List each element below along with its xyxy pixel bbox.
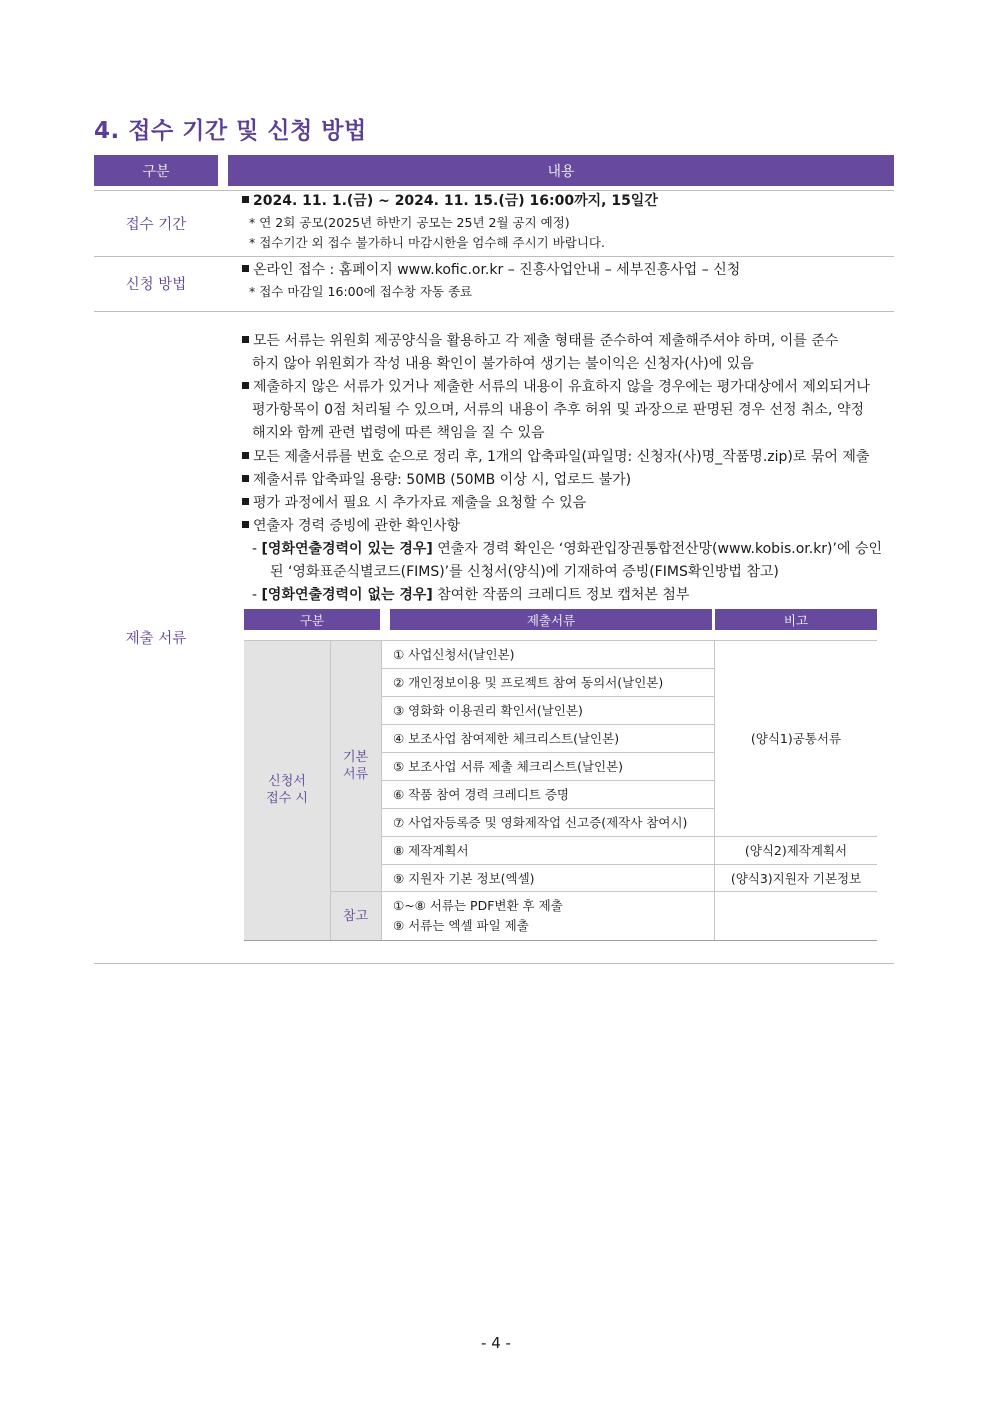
doc-item: ③ 영화화 이용권리 확인서(날인본): [393, 703, 583, 718]
bullet-square-icon: [242, 336, 249, 343]
bullet-square-icon: [242, 265, 249, 272]
doc-item: ⑨ 지원자 기본 정보(엑셀): [393, 870, 535, 886]
doc-item: ④ 보조사업 참여제한 체크리스트(날인본): [393, 731, 620, 746]
bullet-square-icon: [242, 475, 249, 482]
row-divider: [94, 963, 894, 964]
inner-table-bottom: [244, 940, 877, 941]
header-content: 내용: [228, 155, 894, 186]
doc-sub-1: - [영화연출경력이 있는 경우] 연출자 경력 확인은 ‘영화관입장권통합전산망(www.kobis.or.kr)’에 승인: [252, 541, 882, 557]
note-production-plan: (양식2)제작계획서: [744, 843, 848, 858]
period-main: 2024. 11. 1.(금) ~ 2024. 11. 15.(금) 16:00까지, 15일간: [242, 191, 658, 211]
basic-docs-label: 기본 서류: [342, 750, 369, 782]
inner-header-category: 구분: [244, 609, 380, 630]
page-number: - 4 -: [481, 1334, 511, 1352]
method-main: 온라인 접수 : 홈페이지 www.kofic.or.kr – 진흥사업안내 – 세부진흥사업 – 신청: [242, 260, 740, 280]
doc-bullet-4: 제출서류 압축파일 용량: 50MB (50MB 이상 시, 업로드 불가): [242, 470, 631, 490]
doc-item: ⑤ 보조사업 서류 제출 체크리스트(날인본): [393, 759, 624, 774]
doc-item: ⑥ 작품 참여 경력 크레디트 증명: [393, 787, 569, 802]
doc-sub-2: - [영화연출경력이 없는 경우] 참여한 작품의 크레디트 정보 캡처본 첨부: [252, 587, 690, 603]
period-note-2: * 접수기간 외 접수 불가하니 마감시한을 엄수해 주시기 바랍니다.: [249, 235, 605, 250]
bullet-square-icon: [242, 382, 249, 389]
doc-bullet-1: 모든 서류는 위원회 제공양식을 활용하고 각 제출 형태를 준수하여 제출해주셔야 하며, 이를 준수: [242, 331, 838, 351]
doc-bullet-6: 연출자 경력 증빙에 관한 확인사항: [242, 516, 460, 536]
doc-bullet-2: 제출하지 않은 서류가 있거나 제출한 서류의 내용이 유효하지 않을 경우에는 평가대상에서 제외되거나: [242, 377, 870, 397]
period-note-1: * 연 2회 공모(2025년 하반기 공모는 25년 2월 공지 예정): [249, 215, 570, 230]
bullet-square-icon: [242, 498, 249, 505]
row-label-documents: 제출 서류: [125, 630, 187, 647]
section-title: 4. 접수 기간 및 신청 방법: [94, 118, 367, 144]
inner-col-divider: [381, 640, 382, 940]
reference-label: 참고: [342, 908, 369, 924]
inner-row-divider: [330, 891, 877, 892]
ref-line-2: ⑨ 서류는 엑셀 파일 제출: [393, 917, 529, 933]
bullet-square-icon: [242, 196, 249, 203]
header-category: 구분: [94, 155, 218, 186]
inner-header-notes: 비고: [715, 609, 877, 630]
doc-bullet-3: 모든 제출서류를 번호 순으로 정리 후, 1개의 압축파일(파일명: 신청자(사)명_작품명.zip)로 묶어 제출: [242, 447, 869, 467]
note-common-docs: (양식1)공통서류: [750, 731, 842, 746]
doc-bullet-1-cont: 하지 않아 위원회가 작성 내용 확인이 불가하여 생기는 불이익은 신청자(사)에 있음: [252, 356, 754, 372]
doc-item: ① 사업신청서(날인본): [393, 647, 515, 662]
doc-sub-1-cont: 된 ‘영화표준식별코드(FIMS)’를 신청서(양식)에 기재하여 증빙(FIMS확인방법 참고): [270, 564, 779, 580]
doc-bullet-2-cont1: 평가항목이 0점 처리될 수 있으며, 서류의 내용이 추후 허위 및 과장으로 판명된 경우 선정 취소, 약정: [252, 402, 864, 418]
inner-col-divider: [330, 640, 331, 940]
group-label: 신청서 접수 시: [266, 774, 308, 806]
bullet-square-icon: [242, 521, 249, 528]
ref-line-1: ①~⑧ 서류는 PDF변환 후 제출: [393, 897, 563, 913]
doc-bullet-5: 평가 과정에서 필요 시 추가자료 제출을 요청할 수 있음: [242, 493, 586, 513]
note-applicant-info: (양식3)지원자 기본정보: [730, 870, 862, 886]
bullet-square-icon: [242, 452, 249, 459]
row-label-method: 신청 방법: [125, 277, 187, 293]
inner-header-documents: 제출서류: [390, 609, 712, 630]
row-label-period: 접수 기간: [125, 216, 187, 233]
doc-item: ⑧ 제작계획서: [393, 843, 469, 858]
doc-bullet-2-cont2: 해지와 함께 관련 법령에 따른 책임을 질 수 있음: [252, 425, 545, 441]
doc-item: ② 개인정보이용 및 프로젝트 참여 동의서(날인본): [393, 675, 664, 690]
doc-item: ⑦ 사업자등록증 및 영화제작업 신고증(제작사 참여시): [393, 815, 688, 830]
method-note: * 접수 마감일 16:00에 접수창 자동 종료: [249, 284, 473, 299]
